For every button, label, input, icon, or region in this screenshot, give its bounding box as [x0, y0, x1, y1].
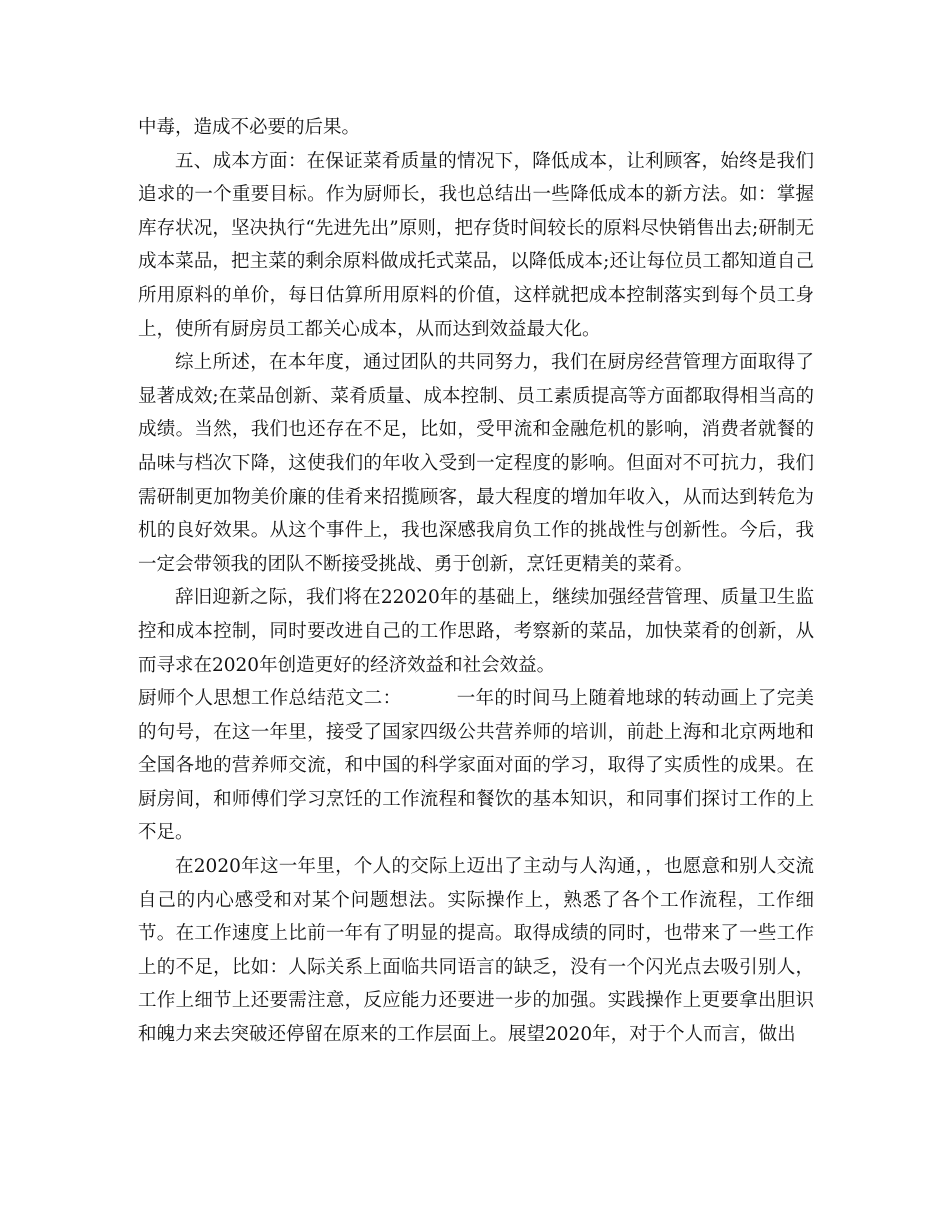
paragraph-continuation: 中毒，造成不必要的后果。: [138, 117, 361, 138]
paragraph-summary: 综上所述，在本年度，通过团队的共同努力，我们在厨房经营管理方面取得了显著成效;在菜品创新、菜肴质量、成本控制、员工素质提高等方面都取得相当高的成绩。当然，我们也还存在不足，比如，受甲流和金融危机的影响，消费者就餐的品味与档次下降，这使我们的年收入受到一定程度的影响。但面对不可抗力，我们需研制更加物美价廉的佳肴来招揽顾客，最大程度的增加年收入，从而达到转危为机的良好效果。从这个事件上，我也深感我肩负工作的挑战性与创新性。今后，我一定会带领我的团队不断接受挑战、勇于创新，烹饪更精美的菜肴。: [138, 352, 814, 575]
paragraph-2020: 在2020年这一年里，个人的交际上迈出了主动与人沟通，，也愿意和别人交流自己的内心感受和对某个问题想法。实际操作上，熟悉了各个工作流程，工作细节。在工作速度上比前一年有了明显的提高。取得成绩的同时，也带来了一些工作上的不足，比如：人际关系上面临共同语言的缺乏，没有一个闪光点去吸引别人，工作上细节上还要需注意，反应能力还要进一步的加强。实践操作上更要拿出胆识和魄力来去突破还停留在原来的工作层面上。展望2020年，对于个人而言，做出: [138, 856, 814, 1046]
paragraph-cost: 五、成本方面：在保证菜肴质量的情况下，降低成本，让利顾客，始终是我们追求的一个重要目标。作为厨师长，我也总结出一些降低成本的新方法。如：掌握库存状况，坚决执行“先进先出”原则，把存货时间较长的原料尽快销售出去;研制无成本菜品，把主菜的剩余原料做成托式菜品，以降低成本;还让每位员工都知道自己所用原料的单价，每日估算所用原料的价值，这样就把成本控制落实到每个员工身上，使所有厨房员工都关心成本，从而达到效益最大化。: [138, 150, 814, 340]
document-body: [138, 111, 814, 1052]
section-two-heading: 厨师个人思想工作总结范文二：: [138, 688, 402, 710]
section-two-first-text: 一年的时间马上随着地球的转动画上了完美的句号，在这一年里，接受了国家四级公共营养师的培训，前赴上海和北京两地和全国各地的营养师交流，和中国的科学家面对面的学习，取得了实质性的成果。在厨房间，和师傅们学习烹饪的工作流程和餐饮的基本知识，和同事们探讨工作的上不足。: [138, 688, 814, 844]
paragraph-new-year: 辞旧迎新之际，我们将在22020年的基础上，继续加强经营管理、质量卫生监控和成本控制，同时要改进自己的工作思路，考察新的菜品，加快菜肴的创新，从而寻求在2020年创造更好的经济效益和社会效益。: [138, 587, 814, 676]
section-two-block: [138, 682, 814, 850]
